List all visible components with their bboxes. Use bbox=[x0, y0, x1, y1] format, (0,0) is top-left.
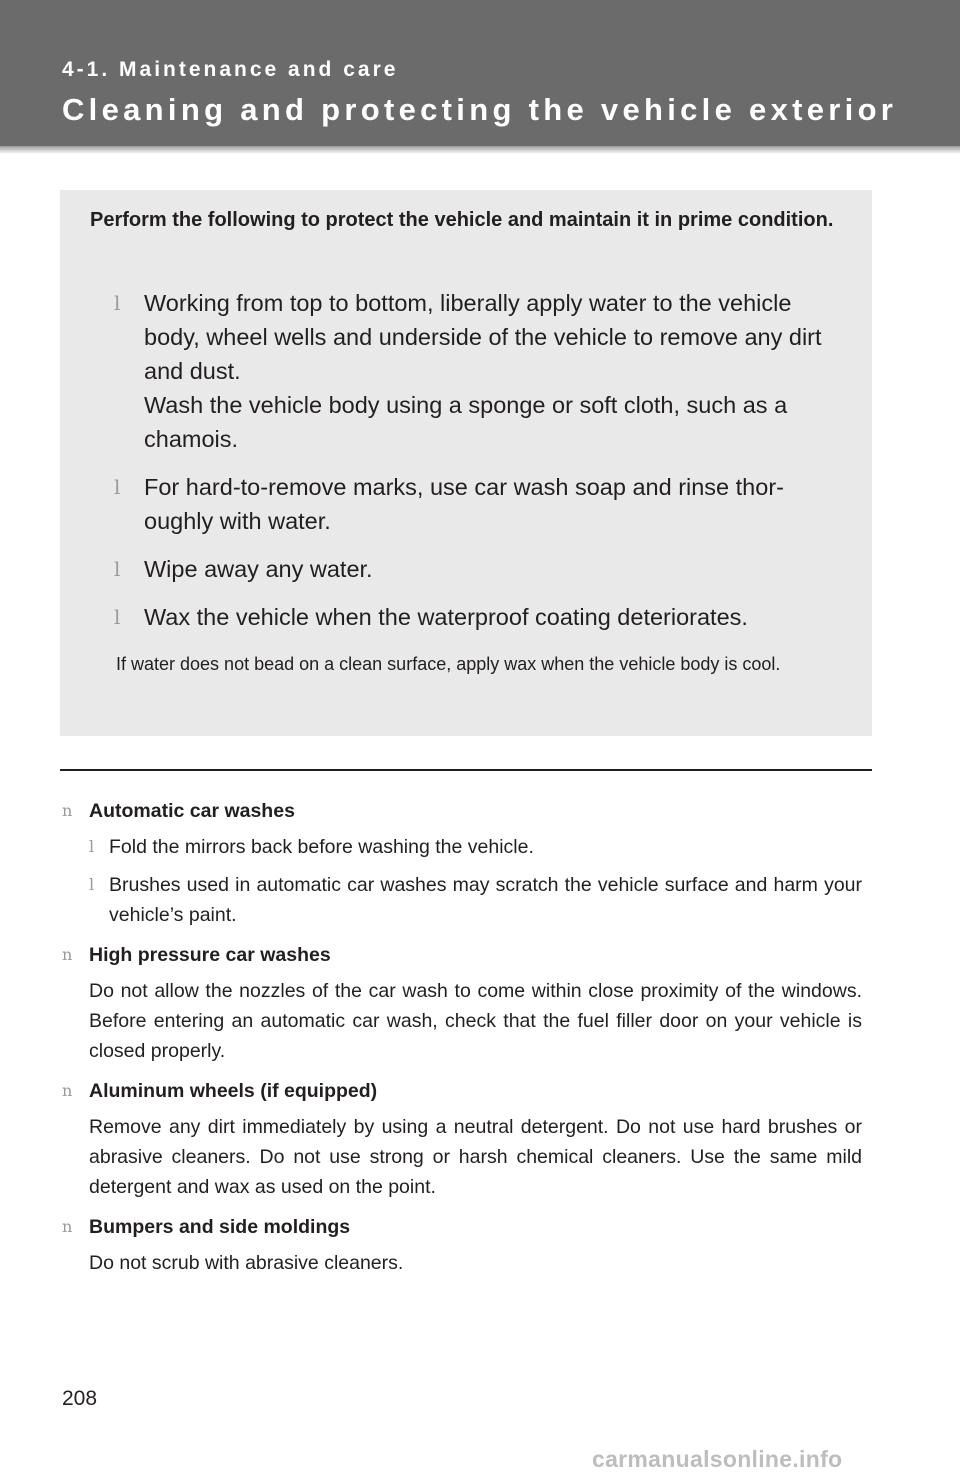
note-high-pressure-car-washes bbox=[62, 940, 862, 1066]
bullet-icon: l bbox=[114, 557, 121, 581]
note-automatic-car-washes bbox=[62, 796, 862, 930]
bullet-icon: l bbox=[114, 475, 121, 499]
note-heading-text: Bumpers and side moldings bbox=[89, 1216, 351, 1238]
section-label: 4-1. Maintenance and care bbox=[62, 58, 399, 81]
box-note: If water does not bead on a clean surface, apply wax when the vehicle body is cool. bbox=[116, 654, 781, 674]
box-intro: Perform the following to protect the vehicle and maintain it in prime condition. bbox=[90, 209, 834, 231]
square-bullet-icon: n bbox=[62, 1217, 73, 1236]
note-sub-item bbox=[62, 870, 862, 930]
watermark: carmanualsonline.info bbox=[592, 1446, 843, 1472]
bullet-icon: l bbox=[114, 605, 121, 629]
bullet-icon: l bbox=[89, 837, 95, 856]
note-heading bbox=[62, 1212, 862, 1242]
divider bbox=[60, 769, 872, 771]
note-heading-text: Automatic car washes bbox=[89, 800, 295, 822]
notes-section bbox=[62, 796, 862, 1288]
note-aluminum-wheels bbox=[62, 1076, 862, 1202]
instruction-text: Working from top to bottom, liberally apply water to the vehicle body, wheel wells and underside of the vehicle to remove any dirt and dust. bbox=[144, 290, 822, 384]
instruction-item bbox=[114, 470, 842, 538]
page-number: 208 bbox=[62, 1387, 98, 1410]
note-sub-text: Brushes used in automatic car washes may scratch the vehicle surface and harm your vehicle’s paint. bbox=[109, 874, 862, 926]
note-heading bbox=[62, 1076, 862, 1106]
instruction-list bbox=[114, 286, 842, 648]
instruction-text: Wipe away any water. bbox=[144, 556, 373, 582]
instruction-item bbox=[114, 600, 842, 634]
bullet-icon: l bbox=[114, 291, 121, 315]
note-body: Do not scrub with abrasive cleaners. bbox=[89, 1252, 404, 1274]
note-body: Do not allow the nozzles of the car wash to come within close proximity of the windows. Before entering an automatic car wash, check that the fuel filler door on your vehicle is closed properly. bbox=[89, 980, 862, 1062]
instruction-item bbox=[114, 286, 842, 456]
instruction-item bbox=[114, 552, 842, 586]
note-sub-item bbox=[62, 832, 862, 862]
bullet-icon: l bbox=[89, 875, 95, 894]
note-heading bbox=[62, 796, 862, 826]
instruction-text-extra: Wash the vehicle body using a sponge or soft cloth, such as a chamois. bbox=[144, 392, 788, 452]
square-bullet-icon: n bbox=[62, 1081, 73, 1100]
header-shadow bbox=[0, 146, 960, 154]
note-heading-text: Aluminum wheels (if equipped) bbox=[89, 1080, 378, 1102]
note-sub-text: Fold the mirrors back before washing the vehicle. bbox=[109, 836, 534, 858]
note-heading bbox=[62, 940, 862, 970]
note-heading-text: High pressure car washes bbox=[89, 944, 331, 966]
instruction-text: For hard-to-remove marks, use car wash soap and rinse thor-oughly with water. bbox=[144, 474, 784, 534]
square-bullet-icon: n bbox=[62, 801, 73, 820]
square-bullet-icon: n bbox=[62, 945, 73, 964]
note-bumpers-side-moldings bbox=[62, 1212, 862, 1278]
page-title: Cleaning and protecting the vehicle exterior bbox=[62, 92, 898, 127]
note-body: Remove any dirt immediately by using a neutral detergent. Do not use hard brushes or abrasive cleaners. Do not use strong or harsh chemical cleaners. Use the same mild detergent and wax as used on the point. bbox=[89, 1116, 862, 1198]
instruction-text: Wax the vehicle when the waterproof coating deteriorates. bbox=[144, 604, 748, 630]
instructions-box bbox=[60, 190, 872, 736]
